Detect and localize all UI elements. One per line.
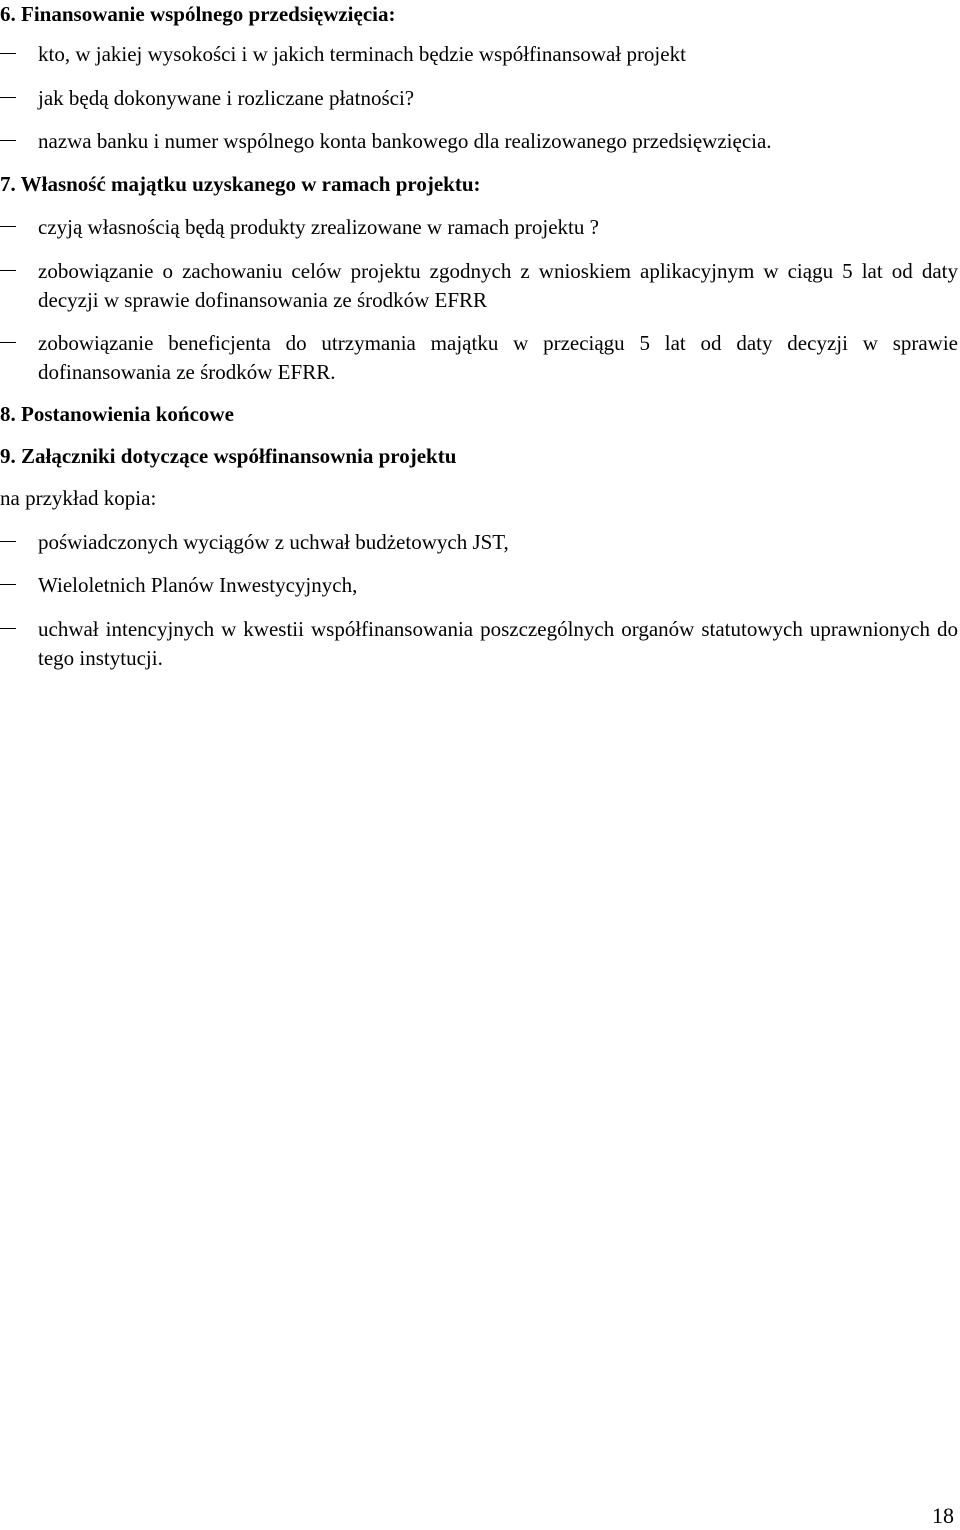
page-number: 18 [932, 1503, 954, 1528]
dash-bullet-icon [0, 226, 16, 227]
list-item: kto, w jakiej wysokości i w jakich terminach będzie współfinansował projekt [0, 40, 958, 69]
list-item: zobowiązanie o zachowaniu celów projektu zgodnych z wnioskiem aplikacyjnym w ciągu 5 lat od daty decyzji w sprawie dofinansowania ze środków EFRR [0, 257, 958, 315]
list-item: Wieloletnich Planów Inwestycyjnych, [0, 571, 958, 600]
section-9-heading: 9. Załączniki dotyczące współfinansownia projektu [0, 444, 457, 468]
section-6-heading: 6. Finansowanie wspólnego przedsięwzięcia: [0, 2, 396, 26]
list-item: czyją własnością będą produkty zrealizowane w ramach projektu ? [0, 213, 958, 242]
list-item: uchwał intencyjnych w kwestii współfinansowania poszczególnych organów statutowych uprawnionych do tego instytucji. [0, 615, 958, 673]
list-item: poświadczonych wyciągów z uchwał budżetowych JST, [0, 528, 958, 557]
list-item: nazwa banku i numer wspólnego konta bankowego dla realizowanego przedsięwzięcia. [0, 127, 958, 156]
dash-bullet-icon [0, 53, 16, 54]
dash-bullet-icon [0, 140, 16, 141]
dash-bullet-icon [0, 342, 16, 343]
list-item: jak będą dokonywane i rozliczane płatności? [0, 84, 958, 113]
section-8-heading: 8. Postanowienia końcowe [0, 402, 234, 426]
dash-bullet-icon [0, 584, 16, 585]
dash-bullet-icon [0, 270, 16, 271]
dash-bullet-icon [0, 541, 16, 542]
section-9-intro: na przykład kopia: [0, 486, 157, 510]
list-item: zobowiązanie beneficjenta do utrzymania majątku w przeciągu 5 lat od daty decyzji w sprawie dofinansowania ze środków EFRR. [0, 329, 958, 387]
dash-bullet-icon [0, 97, 16, 98]
dash-bullet-icon [0, 628, 16, 629]
section-7-heading: 7. Własność majątku uzyskanego w ramach projektu: [0, 172, 481, 196]
